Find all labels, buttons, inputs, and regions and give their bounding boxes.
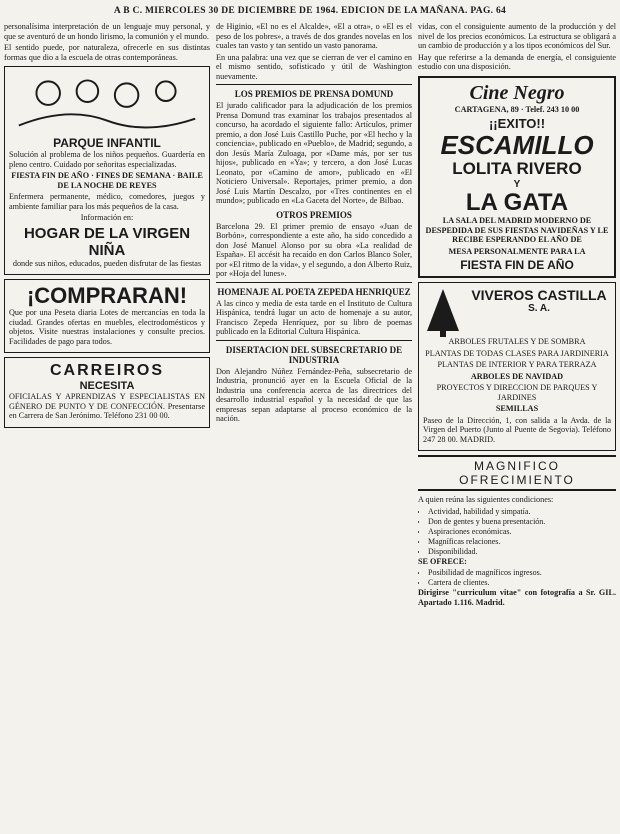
column-3: [418, 22, 616, 834]
tree-icon: [423, 287, 463, 337]
divider: [216, 282, 412, 283]
article-text: El sentido puede, por naturaleza, ofrecerle en sus distintas formas que dio a la escuela de otras contemporáneas.: [4, 43, 210, 62]
ad-line: SEMILLAS: [495, 404, 539, 413]
article-text: Barcelona 29. El primer premio de ensayo «Juan de Borbón», correspondiente a este año, ha sido concedido a don José Manuel Alonso por su obra «La realidad de España». El accésit ha recaído en don Carlos Blanco Soler, por «El ritmo de la vida», y el segundo, a don Alberto Ruiz, por «Hoja del lunes».: [216, 221, 412, 278]
ad-footer: donde sus niños, educados, pueden disfrutar de las fiestas: [12, 258, 202, 268]
article-text: El jurado calificador para la adjudicación de los premios Prensa Domund tras examinar los trabajos presentados al concurso, ha acordado el siguiente fallo: Artículos, primer premio, a don José Luis Castillo Puche, por «El hecho y la conciencia», publicado en «Pueblo», de Madrid; segundo, a don Jesús María Zuloaga, por «Dame más, por ser tus hijos», publicado en «Ya»; y tercero, a don José Lucas Leonato, por «Camino de amor», publicado en «El Noticiero Universal». Reportajes, primer premio, a don José Luis Martín Descalzo, por «Tres continentes en el mundo»; publicado en «La Gaceta del Norte», de Bilbao.: [216, 101, 412, 205]
headline-disertacion: DISERTACION DEL SUBSECRETARIO DE INDUSTRIA: [225, 344, 403, 365]
ad-line: PROYECTOS Y DIRECCION DE PARQUES Y JARDINES: [436, 383, 598, 402]
ad-title: ¡COMPRARAN!: [26, 283, 188, 308]
masthead: A B C. MIERCOLES 30 DE DICIEMBRE DE 1964. EDICION DE LA MAÑANA. PAG. 64: [113, 6, 507, 16]
ad-line: PLANTAS DE INTERIOR Y PARA TERRAZA: [437, 360, 597, 369]
article-text: A las cinco y media de esta tarde en el Instituto de Cultura Hispánica, tendrá lugar un acto de homenaje a su autor, Francisco Zepeda Henríquez, por su libro de poemas publicado en la Editorial Cultura Hispánica.: [216, 298, 412, 336]
article-text: de Higinio, «El no es el Alcalde», «El a otra», o «El es el peso de los pobres», a través de dos grandes novelas en los cuales tan vasto y tan sentido un vasto panorama.: [216, 22, 412, 50]
list-item: • Disponibilidad.: [428, 547, 616, 557]
ad-title: PARQUE INFANTIL: [53, 136, 161, 150]
ad-subtitle: NECESITA: [79, 380, 135, 392]
list-item: • Magníficas relaciones.: [428, 537, 616, 547]
divider: [216, 340, 412, 341]
children-illustration-icon: [9, 71, 205, 131]
cinema-name: Cine Negro: [469, 81, 565, 104]
list-item: • Posibilidad de magníficos ingresos.: [428, 568, 616, 578]
ad-text: Solución al problema de los niños pequeños. Guardería en pleno centro. Cuidado por señoritas especializadas.: [9, 150, 205, 169]
ad-cine: [418, 76, 616, 279]
ad-text: Enfermera permanente, médico, comedores, juegos y ambiente familiar para los más pequeños de la casa.: [9, 192, 205, 211]
ad-contact: Dirigirse "curriculum vitae" con fotografía a Sr. GIL. Apartado 1.116. Madrid.: [418, 588, 616, 607]
ad-viveros: [418, 282, 616, 451]
ad-compraran: [4, 279, 210, 353]
connector-y: Y: [513, 179, 521, 190]
ad-text: OFICIALAS Y APRENDIZAS Y ESPECIALISTAS EN GÉNERO DE PUNTO Y DE CONFECCIÓN. Presentarse en Carrera de San Jerónimo. Teléfono 231 00 00.: [9, 392, 205, 420]
cinema-address: CARTAGENA, 89 · Telef. 243 10 00: [454, 104, 580, 114]
article-text: Don Alejandro Núñez Fernández-Peña, subsecretario de Industria, pronunció ayer en la Escuela Oficial de la Industria una conferencia acerca de las directrices del desarrollo industrial español y la necesidad de que las empresas sepan adaptarse al proceso económico de la nación.: [216, 366, 412, 423]
star-1: LOLITA RIVERO: [452, 159, 582, 178]
cinema-footer-2: FIESTA FIN DE AÑO: [460, 258, 574, 272]
ad-line: PLANTAS DE TODAS CLASES PARA JARDINERIA: [425, 348, 609, 358]
ad-text: Que por una Peseta diaria Lotes de mercancías en toda la ciudad. Grandes ofertas en muebles, electrodomésticos y objetos. Visite nuestras instalaciones y consulte precios. Facilidades de pago para todos.: [9, 308, 205, 346]
ad-sub: S. A.: [528, 303, 550, 314]
ad-carreiros: [4, 357, 210, 428]
conditions-list: [418, 507, 616, 557]
article-text: personalísima interpretación de un lenguaje muy personal, y que se aventuró de un hondo lirismo, la comunión y el mundo.: [4, 22, 210, 41]
exito-label: ¡¡EXITO!!: [488, 116, 546, 131]
star-2: LA GATA: [465, 189, 569, 216]
list-item: • Don de gentes y buena presentación.: [428, 517, 616, 527]
cinema-footer: MESA PERSONALMENTE PARA LA: [448, 246, 586, 256]
ad-title: CARREIROS: [49, 362, 164, 379]
ad-line: ARBOLES DE NAVIDAD: [470, 371, 564, 381]
ad-name: HOGAR DE LA VIRGEN NIÑA: [23, 224, 191, 259]
headline-premios-prensa: LOS PREMIOS DE PRENSA DOMUND: [234, 89, 394, 99]
ad-line: ARBOLES FRUTALES Y DE SOMBRA: [448, 337, 586, 346]
column-1: [4, 22, 210, 834]
divider: [216, 84, 412, 85]
article-text: vidas, con el consiguiente aumento de la producción y del nivel de los precios económicos. La estructura se obligará a un cambio de producción y a los tipos económicos del Sur.: [418, 22, 616, 50]
offers-list: [418, 568, 616, 588]
article-text: Hay que referirse a la demanda de energía, el consiguiente estudio con una disposición.: [418, 52, 616, 71]
ad-oferta: [418, 455, 616, 607]
list-item: • Aspiraciones económicas.: [428, 527, 616, 537]
list-item: • Cartera de clientes.: [428, 578, 616, 588]
ad-highlight: FIESTA FIN DE AÑO · FINES DE SEMANA · BAILE DE LA NOCHE DE REYES: [11, 171, 203, 190]
ad-parque-infantil: [4, 66, 210, 275]
cinema-text: LA SALA DEL MADRID MODERNO DE DESPEDIDA DE SUS FIESTAS NAVIDEÑAS Y LE RECIBE ESPERANDO EL AÑO DE: [425, 216, 609, 244]
headline-homenaje: HOMENAJE AL POETA ZEPEDA HENRIQUEZ: [217, 286, 411, 297]
headline-otros-premios: OTROS PREMIOS: [276, 209, 352, 220]
column-2: [216, 22, 412, 834]
list-item: • Actividad, habilidad y simpatía.: [428, 507, 616, 517]
article-text: En una palabra: una vez que se cierran de ver el camino en el mismo sentido, sofisticado y útil de Washington nuevamente.: [216, 52, 412, 81]
film-title: ESCAMILLO: [440, 130, 594, 160]
ad-stamp: MAGNIFICO OFRECIMIENTO: [418, 455, 616, 491]
ad-info: Información en:: [80, 213, 134, 222]
offer-label: SE OFRECE:: [418, 556, 467, 566]
ad-intro: A quien reúna las siguientes condiciones:: [418, 495, 554, 504]
ad-address: Paseo de la Dirección, 1, con salida a la Avda. de la Virgen del Puerto (Junto al Puente de Segovia). Teléfono 247 28 00. MADRID.: [423, 415, 611, 444]
ad-title: VIVEROS CASTILLA: [471, 287, 607, 303]
